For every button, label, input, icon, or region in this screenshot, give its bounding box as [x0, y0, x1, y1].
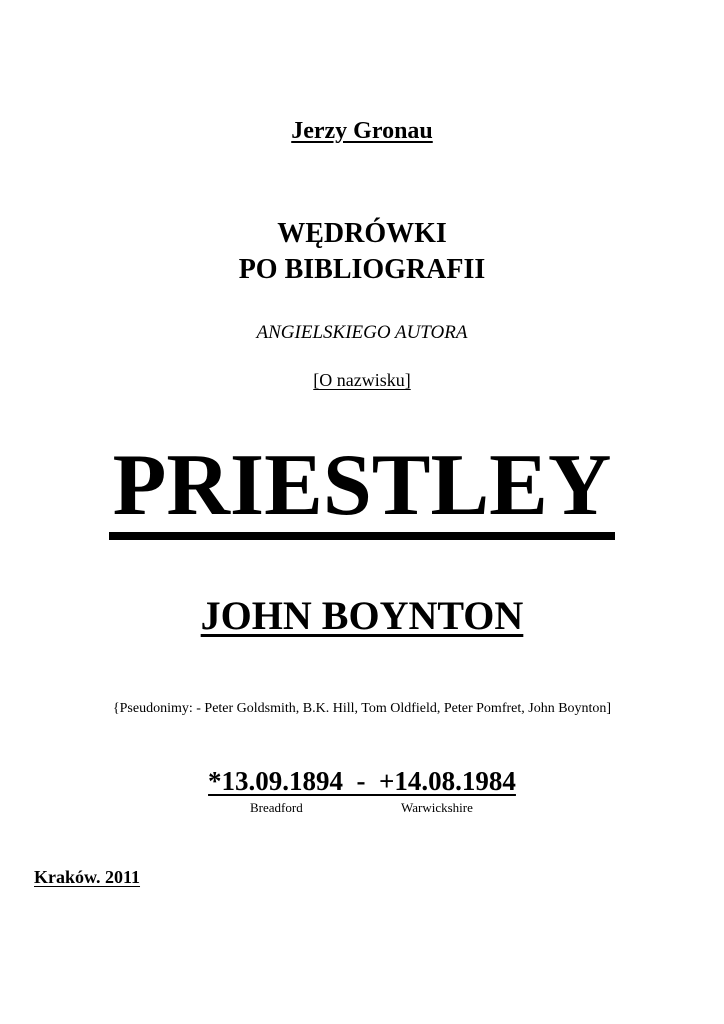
death-place: Warwickshire	[401, 800, 473, 815]
title-line-1: WĘDRÓWKI	[277, 218, 447, 249]
name-note: [O nazwisku]	[313, 370, 411, 390]
life-dates: *13.09.1894 - +14.08.1984	[208, 766, 516, 796]
subtitle: ANGIELSKIEGO AUTORA	[256, 322, 468, 343]
book-title	[0, 216, 724, 288]
surname: PRIESTLEY	[109, 440, 616, 540]
author-name: Jerzy Gronau	[291, 118, 433, 144]
place-and-year: Kraków. 2011	[34, 867, 141, 887]
given-names: JOHN BOYNTON	[200, 593, 524, 638]
pseudonyms-line: {Pseudonimy: - Peter Goldsmith, B.K. Hill, Tom Oldfield, Peter Pomfret, John Boynton]	[112, 701, 612, 716]
birth-place: Breadford	[250, 800, 303, 815]
surname-block	[0, 437, 724, 540]
title-line-2: PO BIBLIOGRAFII	[238, 254, 486, 285]
